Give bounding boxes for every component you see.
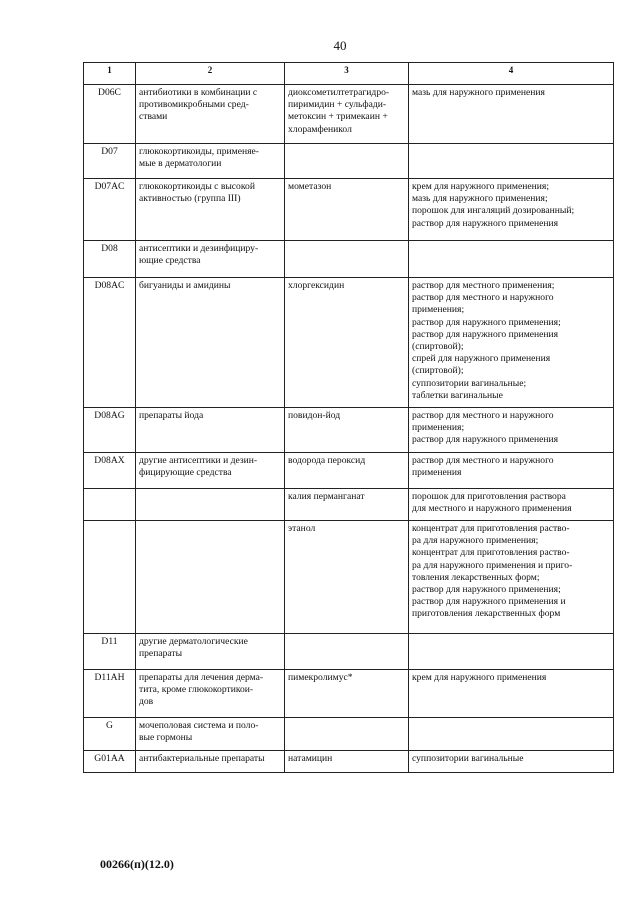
drug-cell: мометазон xyxy=(285,179,409,241)
dosage-form-cell: раствор для местного применения; раствор для местного и наружного применения; раствор для наружного применения; раствор для наружного применения (спиртовой); спрей для наружного применения (спиртовой); суппозитории вагинальные; таблетки вагинальные xyxy=(409,278,614,408)
column-header: 1 xyxy=(84,63,136,85)
group-cell: антибактериальные препараты xyxy=(136,751,285,773)
dosage-form-cell xyxy=(409,718,614,751)
table-row xyxy=(84,670,614,718)
atc-code-cell: D11 xyxy=(84,634,136,670)
drug-cell: этанол xyxy=(285,521,409,634)
dosage-form-cell xyxy=(409,241,614,278)
column-header: 3 xyxy=(285,63,409,85)
dosage-form-cell: раствор для местного и наружного применения; раствор для наружного применения xyxy=(409,408,614,453)
drug-cell xyxy=(285,634,409,670)
table-row xyxy=(84,718,614,751)
table-row xyxy=(84,179,614,241)
atc-code-cell xyxy=(84,489,136,521)
drug-cell: диоксометилтетрагидро- пиримидин + сульфади- метоксин + тримекаин + хлорамфеникол xyxy=(285,85,409,144)
table-row xyxy=(84,278,614,408)
atc-code-cell: D08AC xyxy=(84,278,136,408)
group-cell: мочеполовая система и поло- вые гормоны xyxy=(136,718,285,751)
drug-cell xyxy=(285,718,409,751)
drug-cell: калия перманганат xyxy=(285,489,409,521)
column-header: 4 xyxy=(409,63,614,85)
atc-code-cell: D08AX xyxy=(84,453,136,489)
drug-cell xyxy=(285,241,409,278)
dosage-form-cell: мазь для наружного применения xyxy=(409,85,614,144)
dosage-form-cell: суппозитории вагинальные xyxy=(409,751,614,773)
table-row xyxy=(84,634,614,670)
drug-cell: натамицин xyxy=(285,751,409,773)
atc-code-cell: G xyxy=(84,718,136,751)
drug-cell: хлоргексидин xyxy=(285,278,409,408)
dosage-form-cell: раствор для местного и наружного применения xyxy=(409,453,614,489)
dosage-form-cell xyxy=(409,144,614,179)
atc-code-cell: D06C xyxy=(84,85,136,144)
column-header: 2 xyxy=(136,63,285,85)
drug-table xyxy=(83,62,614,773)
drug-cell: водорода пероксид xyxy=(285,453,409,489)
drug-cell: пимекролимус* xyxy=(285,670,409,718)
table-row xyxy=(84,408,614,453)
table-row xyxy=(84,453,614,489)
group-cell: препараты для лечения дерма- тита, кроме глюкокортикои- дов xyxy=(136,670,285,718)
group-cell xyxy=(136,521,285,634)
atc-code-cell: D07 xyxy=(84,144,136,179)
table-header-row xyxy=(84,63,614,85)
drug-cell xyxy=(285,144,409,179)
table-row xyxy=(84,751,614,773)
group-cell xyxy=(136,489,285,521)
atc-code-cell: D08 xyxy=(84,241,136,278)
table-row xyxy=(84,241,614,278)
drug-cell: повидон-йод xyxy=(285,408,409,453)
group-cell: бигуаниды и амидины xyxy=(136,278,285,408)
group-cell: антибиотики в комбинации с противомикробными сред- ствами xyxy=(136,85,285,144)
atc-code-cell: D11AH xyxy=(84,670,136,718)
group-cell: другие антисептики и дезин- фицирующие средства xyxy=(136,453,285,489)
dosage-form-cell: концентрат для приготовления раство- ра для наружного применения; концентрат для приготовления раство- ра для наружного применения и приго- товления лекарственных форм; раствор для наружного применения; раствор для наружного применения и приготовления лекарственных форм xyxy=(409,521,614,634)
table-row xyxy=(84,489,614,521)
group-cell: другие дерматологические препараты xyxy=(136,634,285,670)
atc-code-cell: G01AA xyxy=(84,751,136,773)
group-cell: препараты йода xyxy=(136,408,285,453)
table-row xyxy=(84,85,614,144)
group-cell: глюкокортикоиды с высокой активностью (группа III) xyxy=(136,179,285,241)
atc-code-cell xyxy=(84,521,136,634)
dosage-form-cell: порошок для приготовления раствора для местного и наружного применения xyxy=(409,489,614,521)
group-cell: антисептики и дезинфициру- ющие средства xyxy=(136,241,285,278)
group-cell: глюкокортикоиды, применяе- мые в дерматологии xyxy=(136,144,285,179)
atc-code-cell: D08AG xyxy=(84,408,136,453)
atc-code-cell: D07AC xyxy=(84,179,136,241)
dosage-form-cell: крем для наружного применения; мазь для наружного применения; порошок для ингаляций дозированный; раствор для наружного применения xyxy=(409,179,614,241)
table-row xyxy=(84,144,614,179)
dosage-form-cell: крем для наружного применения xyxy=(409,670,614,718)
footer-document-code: 00266(п)(12.0) xyxy=(100,857,174,871)
dosage-form-cell xyxy=(409,634,614,670)
table-row xyxy=(84,521,614,634)
page-number: 40 xyxy=(333,38,347,53)
